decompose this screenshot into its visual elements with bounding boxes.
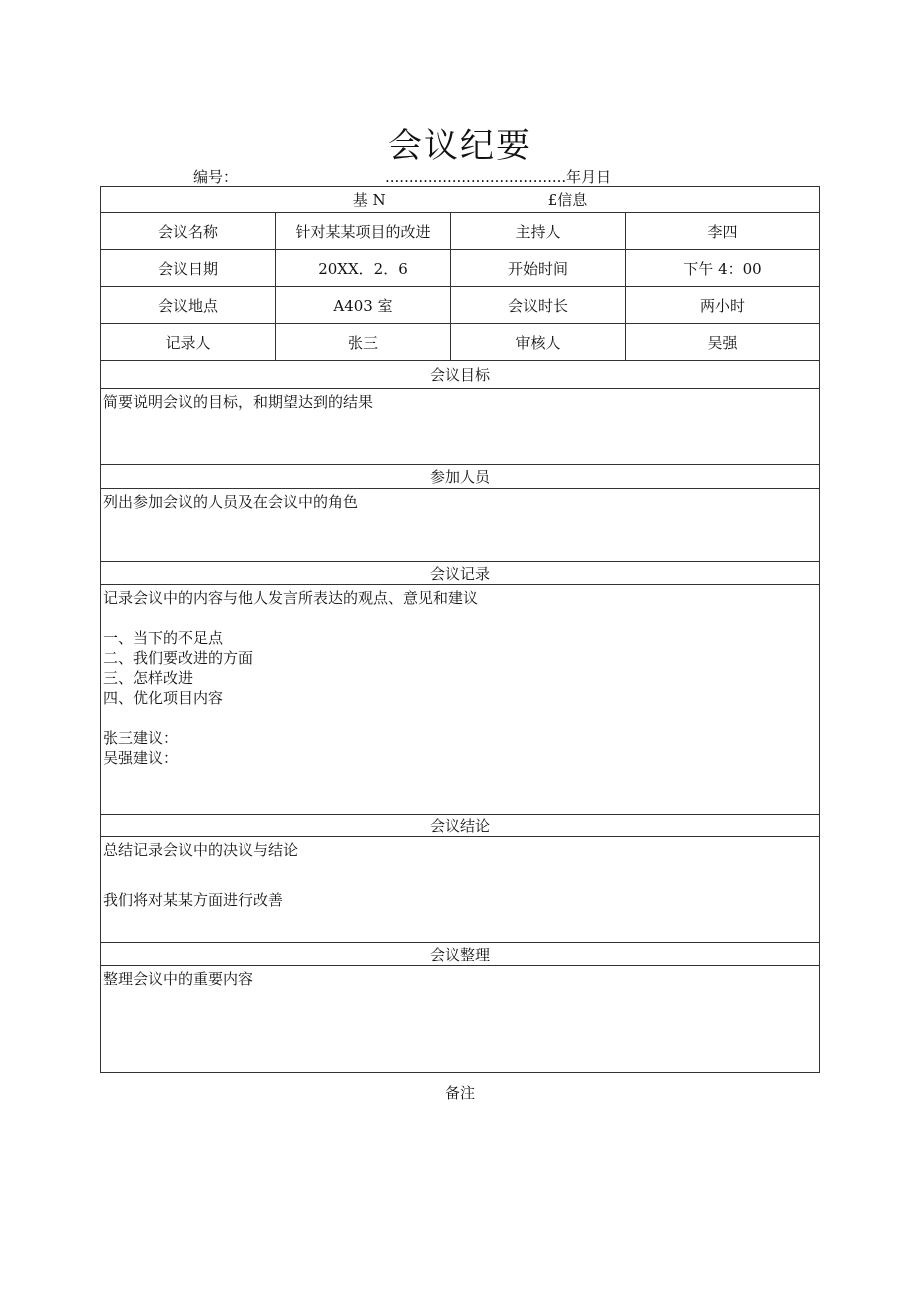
basic-info-header-right: £信息 bbox=[547, 191, 588, 209]
goal-title: 会议目标 bbox=[101, 361, 820, 389]
record-line: 四、优化项目内容 bbox=[103, 689, 224, 707]
section-header bbox=[101, 465, 820, 489]
number-label: 编号： bbox=[193, 168, 239, 186]
goal-content bbox=[101, 389, 820, 465]
basic-info-header bbox=[101, 187, 820, 213]
basic-info-header-cell bbox=[101, 187, 820, 213]
organize-title: 会议整理 bbox=[101, 943, 820, 966]
start-time-value: 下午 4：00 bbox=[626, 250, 820, 287]
section-header bbox=[101, 815, 820, 837]
reviewer-label: 审核人 bbox=[451, 324, 626, 361]
attendees-title: 参加人员 bbox=[101, 465, 820, 489]
conclusion-line bbox=[103, 860, 817, 890]
location-label: 会议地点 bbox=[101, 287, 276, 324]
meeting-name-label: 会议名称 bbox=[101, 213, 276, 250]
location-value: A403 室 bbox=[276, 287, 451, 324]
info-row bbox=[101, 213, 820, 250]
meeting-date-label: 会议日期 bbox=[101, 250, 276, 287]
reviewer-value: 吴强 bbox=[626, 324, 820, 361]
conclusion-line: 总结记录会议中的决议与结论 bbox=[103, 841, 299, 859]
record-line: 一、当下的不足点 bbox=[103, 629, 224, 647]
meeting-minutes-table bbox=[100, 186, 820, 1073]
document-title: 会议纪要 bbox=[388, 126, 532, 166]
section-body bbox=[101, 837, 820, 943]
record-line: 记录会议中的内容与他人发言所表达的观点、意见和建议 bbox=[103, 589, 479, 607]
section-header bbox=[101, 361, 820, 389]
duration-label: 会议时长 bbox=[451, 287, 626, 324]
info-row bbox=[101, 287, 820, 324]
note-label: 备注 bbox=[444, 1084, 475, 1102]
section-body bbox=[101, 489, 820, 562]
section-body bbox=[101, 389, 820, 465]
meeting-date-value: 20XX．2．6 bbox=[276, 250, 451, 287]
record-line bbox=[103, 708, 817, 728]
info-row bbox=[101, 250, 820, 287]
conclusion-content bbox=[101, 837, 820, 943]
start-time-label: 开始时间 bbox=[451, 250, 626, 287]
conclusion-title: 会议结论 bbox=[101, 815, 820, 837]
section-body bbox=[101, 966, 820, 1073]
attendees-content bbox=[101, 489, 820, 562]
info-row bbox=[101, 324, 820, 361]
recorder-label: 记录人 bbox=[101, 324, 276, 361]
organize-content bbox=[101, 966, 820, 1073]
section-header bbox=[101, 943, 820, 966]
section-header bbox=[101, 562, 820, 585]
record-title: 会议记录 bbox=[101, 562, 820, 585]
duration-value: 两小时 bbox=[626, 287, 820, 324]
recorder-value: 张三 bbox=[276, 324, 451, 361]
date-line: ......................................年月日 bbox=[385, 168, 612, 186]
conclusion-line: 我们将对某某方面进行改善 bbox=[103, 891, 284, 909]
host-value: 李四 bbox=[626, 213, 820, 250]
organize-line: 整理会议中的重要内容 bbox=[103, 970, 254, 988]
section-body bbox=[101, 585, 820, 815]
record-line: 吴强建议： bbox=[103, 749, 179, 767]
meeting-name-value: 针对某某项目的改进 bbox=[276, 213, 451, 250]
record-line bbox=[103, 608, 817, 628]
attendees-line: 列出参加会议的人员及在会议中的角色 bbox=[103, 493, 359, 511]
host-label: 主持人 bbox=[451, 213, 626, 250]
record-line: 二、我们要改进的方面 bbox=[103, 649, 254, 667]
goal-line: 简要说明会议的目标，和期望达到的结果 bbox=[103, 393, 374, 411]
record-content bbox=[101, 585, 820, 815]
record-line: 张三建议： bbox=[103, 729, 179, 747]
record-line: 三、怎样改进 bbox=[103, 669, 194, 687]
basic-info-header-left: 基 N bbox=[352, 191, 386, 209]
